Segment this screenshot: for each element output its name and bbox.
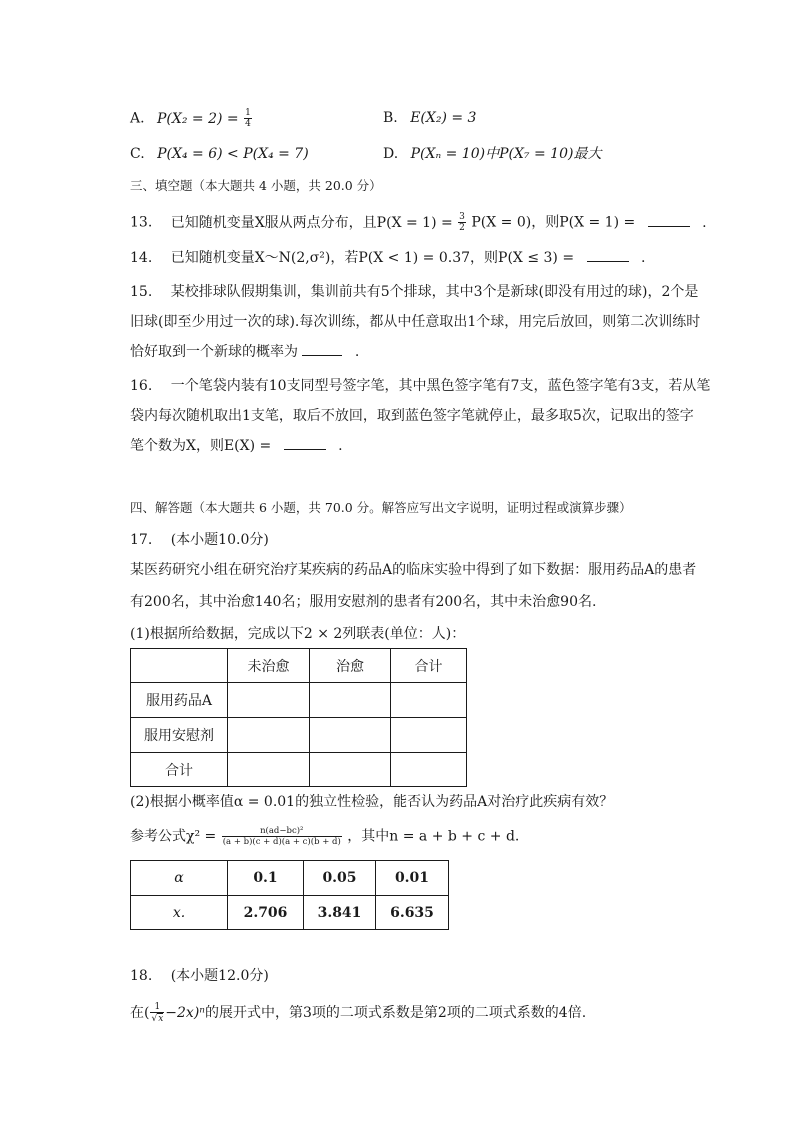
critical-value-table	[130, 860, 449, 930]
table-cell: 0.05	[304, 861, 376, 896]
table-cell	[228, 753, 310, 787]
table-row	[131, 753, 467, 787]
question-end: .	[640, 250, 646, 266]
option-a-fraction	[244, 108, 252, 129]
question-text: 已知随机变量X服从两点分布，且P(X = 1) =	[170, 214, 453, 231]
table-row	[131, 896, 449, 930]
question-15-line-1	[130, 282, 698, 302]
expr-body: −2x)ⁿ	[165, 1005, 205, 1021]
table-header-cell	[131, 649, 228, 683]
question-16-line-3	[130, 436, 343, 456]
table-cell	[391, 683, 467, 718]
table-row-label: 合计	[131, 753, 228, 787]
question-end: .	[338, 438, 343, 454]
question-end: .	[354, 344, 360, 360]
question-14	[130, 248, 645, 268]
formula-condition: ，其中n = a + b + c + d.	[347, 828, 520, 845]
sqrt-radicand: x	[158, 1014, 164, 1024]
option-a-text: P(X₂ = 2) =	[157, 110, 239, 127]
question-18-fraction	[150, 1002, 164, 1024]
question-score: (本小题10.0分)	[170, 532, 269, 548]
table-header-row	[131, 649, 467, 683]
option-b	[383, 108, 476, 128]
question-text: 已知随机变量X～N(2,σ²)，若P(X < 1) = 0.37，则P(X ≤ 3) =	[170, 250, 575, 266]
table-cell	[228, 718, 310, 753]
question-text-cont: P(X = 0)，则P(X = 1) =	[471, 214, 636, 231]
answer-blank	[302, 343, 342, 356]
table-header-cell: 治愈	[310, 649, 391, 683]
question-17-part-1: (1)根据所给数据，完成以下2 × 2列联表(单位：人)：	[130, 626, 466, 642]
question-15-line-3	[130, 342, 359, 362]
table-cell	[310, 683, 391, 718]
table-cell: 0.1	[228, 861, 304, 896]
table-cell: 0.01	[376, 861, 449, 896]
question-text: 笔个数为X，则E(X) =	[130, 438, 272, 454]
table-row	[131, 861, 449, 896]
option-d	[383, 144, 601, 164]
frac-denominator: 2	[459, 223, 465, 233]
table-cell: 3.841	[304, 896, 376, 930]
question-number: 17.	[130, 532, 153, 548]
question-16-line-2: 袋内每次随机取出1支笔，取后不放回，取到蓝色签字笔就停止，最多取5次，记取出的签字	[130, 408, 694, 424]
frac-numerator: 3	[459, 212, 465, 222]
option-a-label: A.	[130, 110, 145, 127]
table-cell: 2.706	[228, 896, 304, 930]
question-number: 15.	[130, 284, 153, 300]
reference-formula	[130, 826, 519, 847]
frac-numerator: 1	[150, 1002, 164, 1013]
formula-label: 参考公式χ² =	[130, 828, 217, 845]
answer-blank	[284, 437, 326, 450]
chi-square-fraction	[222, 826, 342, 847]
table-row-label: 服用药品A	[131, 683, 228, 718]
question-18-text	[130, 1002, 586, 1024]
question-17-part-2: (2)根据小概率值α = 0.01的独立性检验，能否认为药品A对治疗此疾病有效？	[130, 794, 614, 810]
option-b-text: E(X₂) = 3	[410, 110, 477, 126]
table-cell	[310, 718, 391, 753]
question-end: .	[702, 214, 707, 231]
table-row	[131, 683, 467, 718]
question-18-header	[130, 966, 269, 986]
section-heading-fill-in: 三、填空题（本大题共 4 小题，共 20.0 分）	[130, 178, 382, 193]
table-header-cell: 合计	[391, 649, 467, 683]
question-text: 恰好取到一个新球的概率为	[130, 344, 298, 360]
table-row-label: 服用安慰剂	[131, 718, 228, 753]
question-number: 18.	[130, 968, 153, 984]
frac-numerator: n(ad−bc)²	[222, 826, 342, 837]
question-17-header	[130, 530, 269, 550]
table-cell	[391, 718, 467, 753]
table-cell	[391, 753, 467, 787]
frac-denominator: (a + b)(c + d)(a + c)(b + d)	[222, 837, 341, 847]
question-text: 某校排球队假期集训，集训前共有5个排球，其中3个是新球(即没有用过的球)，2个是	[170, 284, 699, 300]
option-b-label: B.	[383, 110, 398, 126]
question-text: 一个笔袋内装有10支同型号签字笔，其中黑色签字笔有7支，蓝色签字笔有3支，若从笔	[170, 378, 711, 394]
table-header-cell: 未治愈	[228, 649, 310, 683]
table-row-label: α	[131, 861, 228, 896]
question-15-line-2: 旧球(即至少用过一次的球).每次训练，都从中任意取出1个球，用完后放回，则第二次训练时	[130, 314, 701, 330]
answer-blank	[587, 249, 629, 262]
question-text: 的展开式中，第3项的二项式系数是第2项的二项式系数的4倍.	[204, 1005, 587, 1021]
question-17-para-2: 有200名，其中治愈140名；服用安慰剂的患者有200名，其中未治愈90名.	[130, 594, 597, 610]
question-number: 13.	[130, 214, 153, 231]
question-16-line-1	[130, 376, 710, 396]
frac-denominator: √x	[151, 1014, 164, 1024]
frac-numerator: 1	[245, 108, 251, 118]
question-number: 16.	[130, 378, 153, 394]
table-cell	[310, 753, 391, 787]
question-13	[130, 212, 707, 233]
table-row	[131, 718, 467, 753]
option-d-label: D.	[383, 146, 399, 162]
question-13-fraction	[458, 212, 466, 233]
frac-denominator: 4	[245, 119, 251, 129]
option-c-text: P(X₄ = 6) < P(X₄ = 7)	[157, 146, 309, 162]
answer-blank	[648, 214, 690, 227]
table-cell	[228, 683, 310, 718]
question-17-para-1: 某医药研究小组在研究治疗某疾病的药品A的临床实验中得到了如下数据：服用药品A的患者	[130, 562, 697, 578]
contingency-table	[130, 648, 467, 787]
option-a	[130, 108, 253, 129]
option-c-label: C.	[130, 146, 145, 162]
option-d-text: P(Xₙ = 10)中P(X₇ = 10)最大	[410, 146, 602, 162]
option-c	[130, 144, 309, 164]
question-number: 14.	[130, 250, 153, 266]
table-cell: 6.635	[376, 896, 449, 930]
section-heading-solutions: 四、解答题（本大题共 6 小题，共 70.0 分。解答应写出文字说明，证明过程或演算步骤）	[130, 500, 632, 515]
question-score: (本小题12.0分)	[170, 968, 269, 984]
expr-open: 在(	[130, 1005, 150, 1021]
table-row-label: x.	[131, 896, 228, 930]
